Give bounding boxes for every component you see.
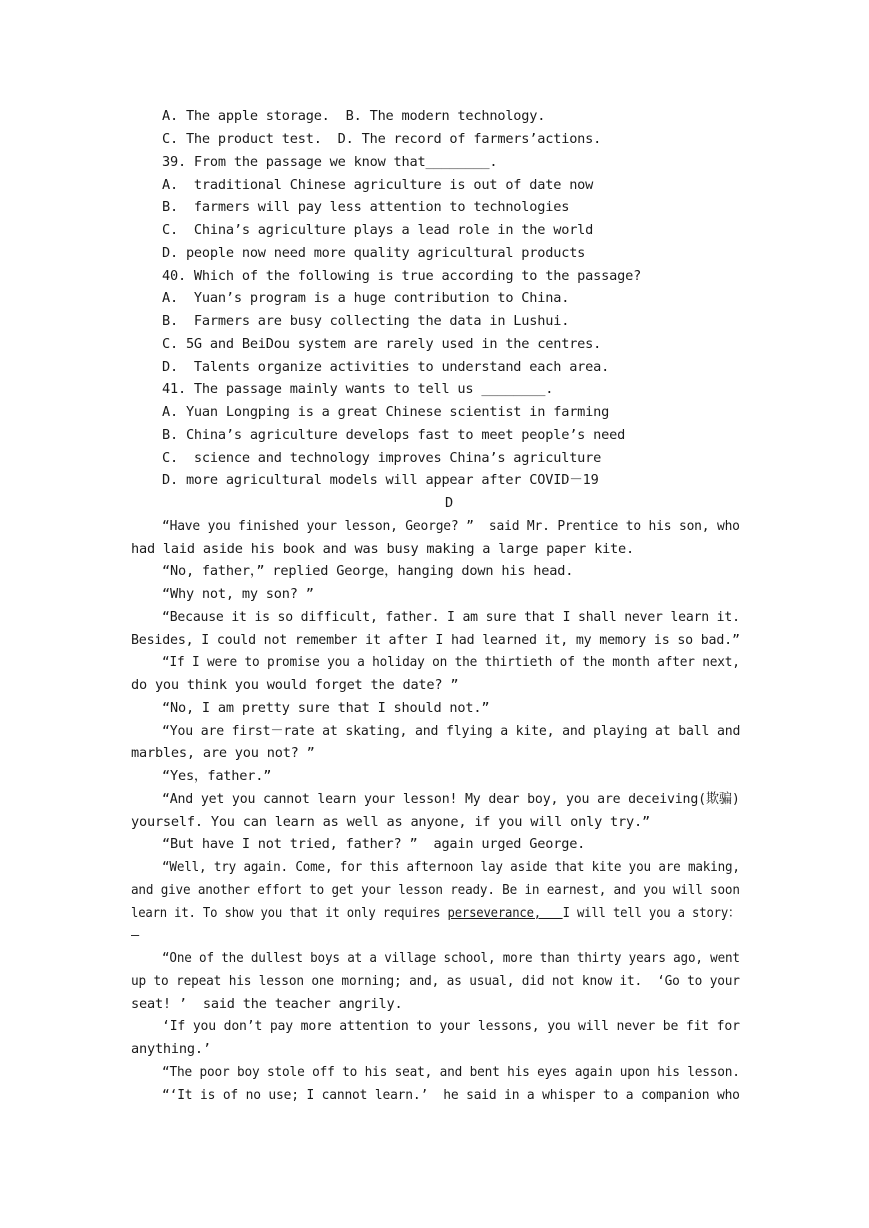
- passage-line: “Because it is so difficult, father. I am sure that I shall never learn it.: [162, 609, 740, 625]
- q40-option-b: B. Farmers are busy collecting the data in Lushui.: [162, 313, 570, 329]
- passage-line: “Yes，father.”: [162, 768, 272, 784]
- underlined-word: perseverance,: [447, 905, 563, 921]
- section-heading: D: [445, 495, 453, 511]
- q40-option-c: C. 5G and BeiDou system are rarely used in the centres.: [162, 336, 602, 352]
- story-text-pre: learn it. To show you that it only requires: [131, 905, 448, 921]
- passage-line: anything.’: [131, 1041, 211, 1057]
- q40-stem: 40. Which of the following is true according to the passage?: [162, 268, 642, 284]
- passage-line: “The poor boy stole off to his seat, and bent his eyes again upon his lesson.: [162, 1064, 740, 1080]
- passage-line: “‘It is of no use; I cannot learn.’ he said in a whisper to a companion who: [162, 1087, 740, 1103]
- q40-option-a: A. Yuan’s program is a huge contribution to China.: [162, 290, 570, 306]
- q39-option-a: A. traditional Chinese agriculture is out of date now: [162, 177, 594, 193]
- passage-line: “You are first－rate at skating, and flying a kite, and playing at ball and: [162, 723, 741, 739]
- passage-line: up to repeat his lesson one morning; and, as usual, did not know it. ‘Go to your: [131, 973, 740, 989]
- passage-line: do you think you would forget the date? ”: [131, 677, 459, 693]
- passage-line: “No, I am pretty sure that I should not.”: [162, 700, 490, 716]
- q39-option-d: D. people now need more quality agricultural products: [162, 245, 586, 261]
- passage-line: marbles, are you not? ”: [131, 745, 315, 761]
- passage-line: “Why not, my son? ”: [162, 586, 314, 602]
- passage-line-story: [131, 904, 741, 922]
- passage-line: Besides, I could not remember it after I had learned it, my memory is so bad.”: [131, 632, 740, 648]
- passage-line: and give another effort to get your lesson ready. Be in earnest, and you will soon: [131, 882, 740, 898]
- passage-line: “If I were to promise you a holiday on the thirtieth of the month after next,: [162, 654, 740, 670]
- q38-option-cd: C. The product test. D. The record of farmers’actions.: [162, 131, 602, 147]
- passage-line: “But have I not tried, father? ” again urged George.: [162, 836, 586, 852]
- passage-line: “No, father，” replied George，hanging down his head.: [162, 563, 574, 579]
- q41-option-b: B. China’s agriculture develops fast to meet people’s need: [162, 427, 626, 443]
- q40-option-d: D. Talents organize activities to understand each area.: [162, 359, 610, 375]
- story-text-post: I will tell you a story：: [562, 905, 741, 921]
- q38-option-ab: A. The apple storage. B. The modern technology.: [162, 108, 546, 124]
- passage-line: “One of the dullest boys at a village school, more than thirty years ago, went: [162, 950, 740, 966]
- passage-line: had laid aside his book and was busy making a large paper kite.: [131, 541, 635, 557]
- q39-option-b: B. farmers will pay less attention to technologies: [162, 199, 570, 215]
- passage-line: yourself. You can learn as well as anyone, if you will only try.”: [131, 814, 650, 830]
- dash-line: —: [131, 927, 139, 943]
- q41-stem: 41. The passage mainly wants to tell us ________.: [162, 381, 554, 397]
- q41-option-d: D. more agricultural models will appear after COVID－19: [162, 472, 599, 488]
- q41-option-c: C. science and technology improves China’s agriculture: [162, 450, 602, 466]
- q39-stem: 39. From the passage we know that________.: [162, 154, 498, 170]
- q39-option-c: C. China’s agriculture plays a lead role in the world: [162, 222, 594, 238]
- passage-line: “Have you finished your lesson, George? ” said Mr. Prentice to his son, who: [162, 518, 740, 534]
- passage-line: seat! ’ said the teacher angrily.: [131, 996, 403, 1012]
- passage-line: “And yet you cannot learn your lesson! My dear boy, you are deceiving(欺骗): [162, 791, 740, 807]
- q41-option-a: A. Yuan Longping is a great Chinese scientist in farming: [162, 404, 610, 420]
- passage-line: “Well, try again. Come, for this afternoon lay aside that kite you are making,: [162, 859, 740, 875]
- passage-line: ‘If you don’t pay more attention to your lessons, you will never be fit for: [162, 1018, 740, 1034]
